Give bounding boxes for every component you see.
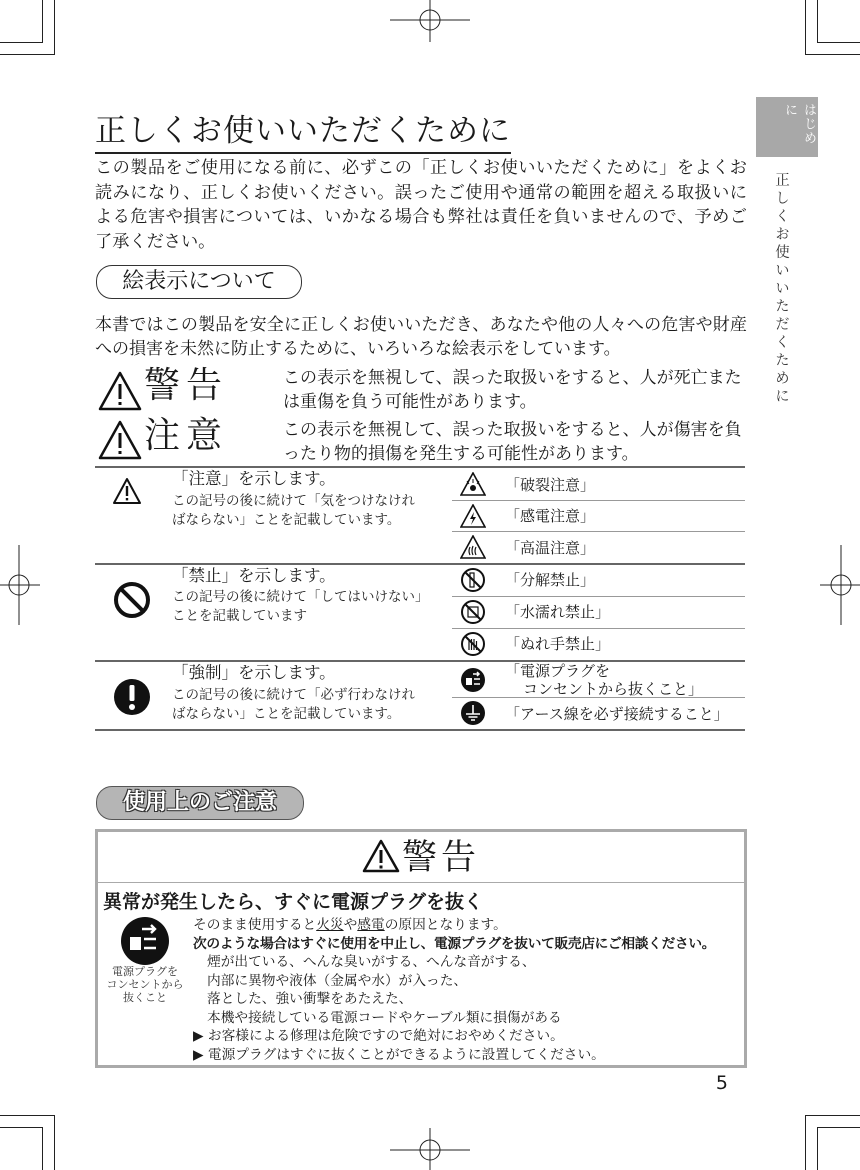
no-water-icon <box>460 599 486 625</box>
prohibition-icon <box>112 580 152 620</box>
item-label: 「破裂注意」 <box>505 476 596 494</box>
caution-category-title: 「注意」を示します。 <box>172 469 336 488</box>
no-disassembly-icon <box>460 567 486 593</box>
item-label: 「水濡れ禁止」 <box>505 603 611 621</box>
side-tab-label: はじめに <box>782 103 816 145</box>
caution-category-desc: この記号の後に続けて「気をつけなけれ <box>172 493 415 509</box>
mandatory-category-desc: ばならない」ことを記載しています。 <box>172 706 401 722</box>
box-body <box>193 916 746 1064</box>
table-divider <box>95 729 745 731</box>
row-divider <box>452 500 745 501</box>
unplug-icon <box>460 667 486 693</box>
item-label: 「電源プラグを <box>505 662 611 680</box>
caution-description: この表示を無視して、誤った取扱いをすると、人が傷害を負ったり物的損傷を発生する可能性があります。 <box>283 420 742 464</box>
arrow-icon: ▶ <box>193 1028 208 1044</box>
row-divider <box>452 531 745 532</box>
prohibit-category-desc: ことを記載しています <box>172 608 307 624</box>
side-tab <box>756 97 818 157</box>
mandatory-action-icon <box>112 677 152 717</box>
caution-category-desc: ばならない」ことを記載しています。 <box>172 512 401 528</box>
box-heading: 異常が発生したら、すぐに電源プラグを抜く <box>103 891 484 913</box>
warning-triangle-icon <box>362 839 400 873</box>
box-warning-header <box>98 832 744 883</box>
arrow-icon: ▶ <box>193 1046 208 1063</box>
section-heading-usage-precautions: 使用上のご注意 <box>96 786 304 820</box>
side-title: 正しくお使いいただくために <box>773 172 789 406</box>
item-label: 「高温注意」 <box>505 539 596 557</box>
warning-box <box>95 829 747 1068</box>
box-warning-label: 警告 <box>401 838 480 878</box>
item-label: コンセントから抜くこと」 <box>523 680 704 698</box>
mandatory-category-desc: この記号の後に続けて「必ず行わなけれ <box>172 687 415 703</box>
item-label: 「分解禁止」 <box>505 571 596 589</box>
row-divider <box>452 596 745 597</box>
unplug-icon-caption: 電源プラグを コンセントから 抜くこと <box>106 965 184 1004</box>
case-item: 本機や接続している電源コードやケーブル類に損傷がある <box>207 1009 562 1026</box>
warning-triangle-icon <box>98 371 142 411</box>
section-paragraph: 本書ではこの製品を安全に正しくお使いいただき、あなたや他の人々への危害や財産への損害を未然に防止するために、いろいろな絵表示をしています。 <box>95 315 747 359</box>
prohibit-category-title: 「禁止」を示します。 <box>172 566 336 585</box>
electric-shock-caution-icon <box>460 504 486 528</box>
case-item: 内部に異物や液体（金属や水）が入った、 <box>207 972 468 989</box>
caution-symbol-icon <box>112 477 142 505</box>
caution-label: 注意 <box>144 415 229 456</box>
unplug-icon <box>120 916 170 966</box>
case-item: 落とした、強い衝撃をあたえた、 <box>207 991 413 1007</box>
caution-triangle-icon <box>98 420 142 460</box>
prohibit-category-desc: この記号の後に続けて「してはいけない」 <box>172 589 429 605</box>
item-label: 「感電注意」 <box>505 507 596 525</box>
item-label: 「アース線を必ず接続すること」 <box>505 705 729 723</box>
ground-connection-icon <box>460 700 486 726</box>
hot-surface-caution-icon <box>460 535 486 559</box>
instruction-line: 次のような場合はすぐに使用を中止し、電源プラグを抜いて販売店にご相談ください。 <box>193 935 716 952</box>
page-number: 5 <box>715 1072 728 1094</box>
mandatory-category-title: 「強制」を示します。 <box>172 663 336 682</box>
section-heading-pictograms: 絵表示について <box>96 265 302 299</box>
case-item: 煙が出ている、へんな臭いがする、へんな音がする、 <box>207 954 536 970</box>
risk-line: そのまま使用すると火災や感電の原因となります。 <box>193 917 507 933</box>
intro-paragraph: この製品をご使用になる前に、必ずこの「正しくお使いいただくために」をよくお読みになり、正しくお使いください。誤ったご使用や通常の範囲を超える取扱いによる危害や損害については、いかなる場合も弊社は責任を負いませんので、予めご了承ください。 <box>95 158 747 252</box>
item-label: 「ぬれ手禁止」 <box>505 635 611 653</box>
warning-description: この表示を無視して、誤った取扱いをすると、人が死亡または重傷を負う可能性があります。 <box>283 368 742 412</box>
note-item: ▶ お客様による修理は危険ですので絶対におやめください。 <box>193 1028 564 1044</box>
page-title: 正しくお使いいただくために <box>95 112 511 154</box>
row-divider <box>452 628 745 629</box>
warning-label: 警告 <box>144 365 229 406</box>
no-wet-hands-icon <box>460 631 486 657</box>
explosion-caution-icon <box>460 472 486 496</box>
note-item: ▶ 電源プラグはすぐに抜くことができるように設置してください。 <box>193 1046 605 1063</box>
